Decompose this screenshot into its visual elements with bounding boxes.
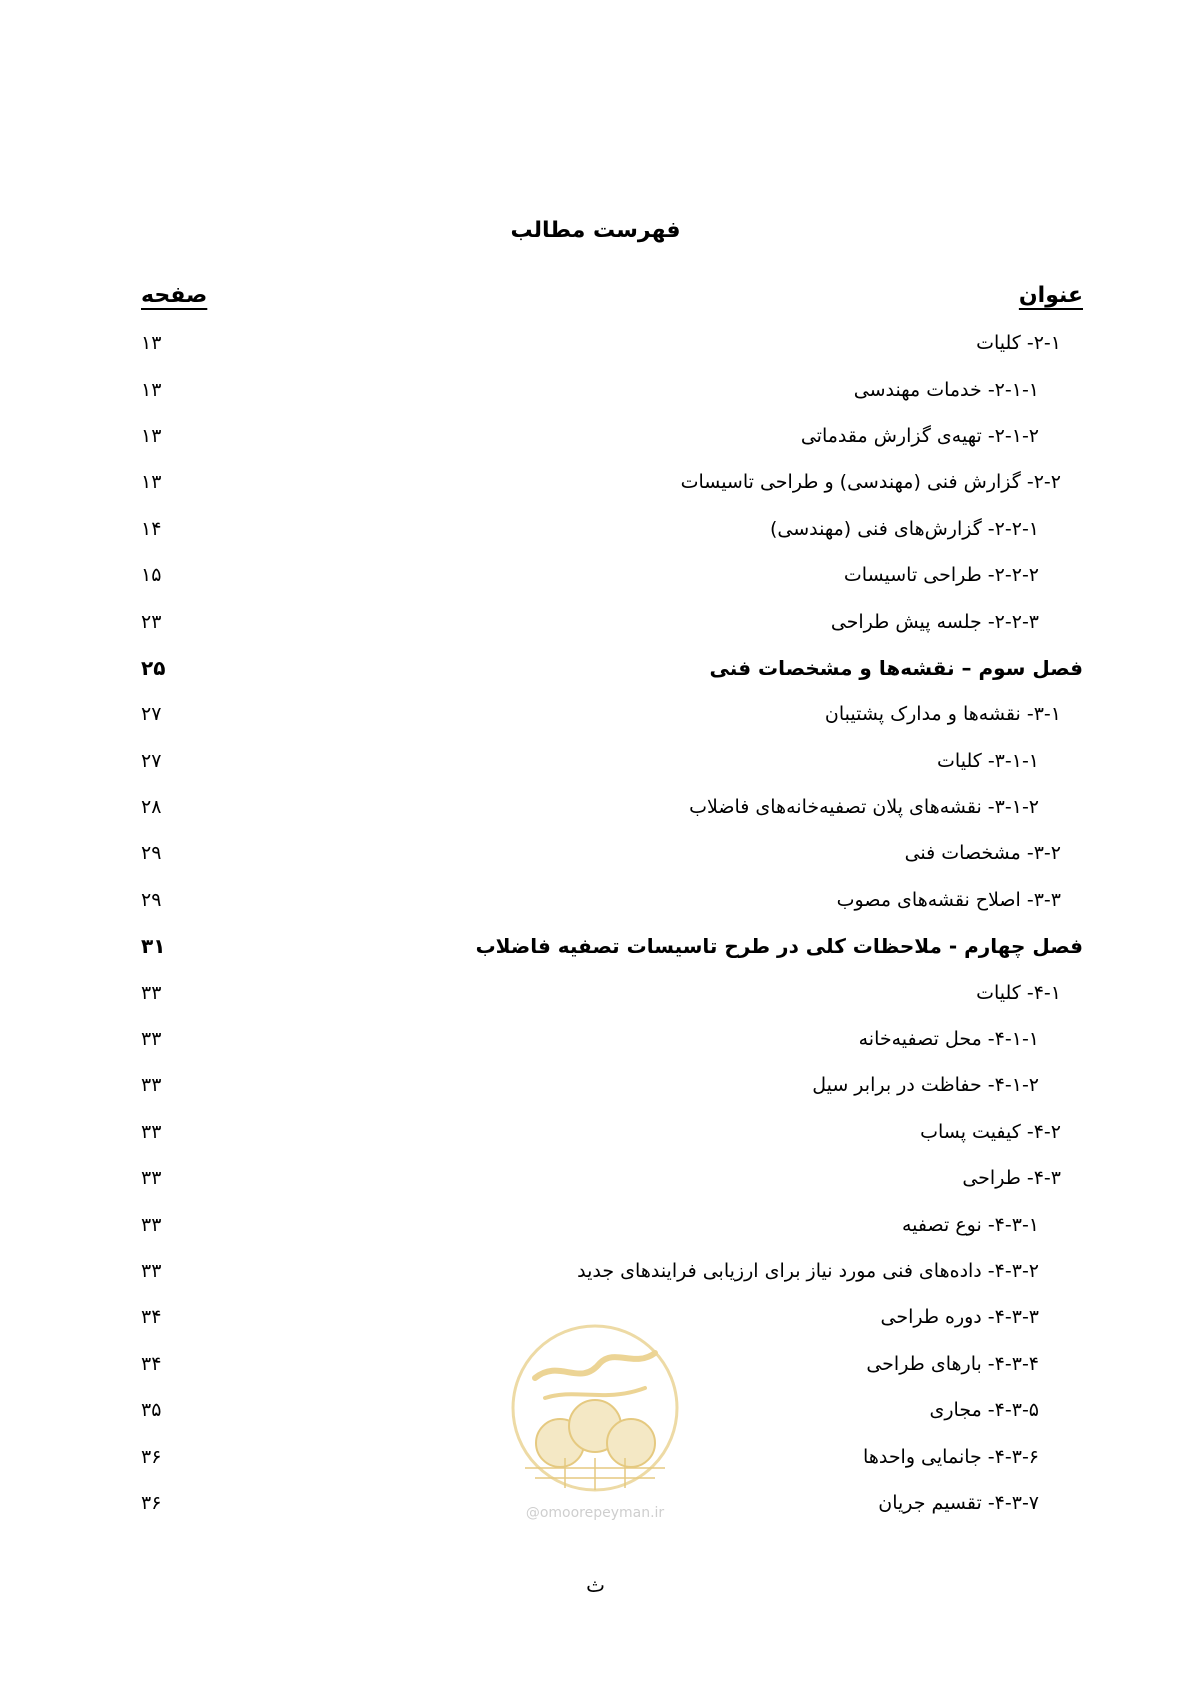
toc-entry-page: ۳۴ — [141, 1306, 162, 1329]
toc-entry-title: ۴-۲- کیفیت پساب — [920, 1120, 1061, 1143]
toc-entry-title: ۴-۱-۱- محل تصفیه‌خانه — [858, 1028, 1039, 1051]
toc-entry-row — [141, 691, 1083, 737]
toc-entry-title: فصل سوم – نقشه‌ها و مشخصات فنی — [709, 655, 1083, 680]
toc-entry-row — [141, 830, 1083, 876]
toc-entry-page: ۳۳ — [141, 1120, 162, 1143]
watermark-url: @omoorepeyman.ir — [525, 1505, 665, 1521]
toc-entry-row — [141, 1062, 1083, 1108]
toc-entry-title: ۴-۳-۵- مجاری — [929, 1399, 1039, 1422]
title-column-header: عنوان — [1018, 283, 1083, 308]
toc-entry-page: ۳۳ — [141, 1260, 162, 1282]
toc-entry-title: ۴-۳-۶- جانمایی واحدها — [863, 1445, 1039, 1468]
toc-entry-page: ۲۸ — [141, 796, 162, 819]
toc-entry-row — [141, 320, 1083, 366]
toc-entry-title: ۴-۳-۳- دوره طراحی — [880, 1306, 1039, 1329]
toc-entry-page: ۳۵ — [141, 1399, 162, 1422]
toc-entry-title: ۳-۱-۲- نقشه‌های پلان تصفیه‌خانه‌های فاضلاب — [689, 796, 1039, 819]
toc-entry-page: ۲۷ — [141, 703, 162, 726]
toc-entry-row — [141, 969, 1083, 1015]
toc-entry-page: ۳۶ — [141, 1491, 162, 1514]
toc-entry-page: ۳۳ — [141, 981, 162, 1004]
toc-chapter-row — [141, 645, 1083, 691]
toc-entry-page: ۳۱ — [141, 934, 166, 959]
toc-entry-page: ۱۳ — [141, 378, 162, 401]
toc-entry-title: ۴-۳- طراحی — [962, 1167, 1061, 1190]
page-title: فهرست مطالب — [510, 218, 681, 243]
toc-entry-row — [141, 552, 1083, 598]
toc-entry-page: ۱۴ — [141, 517, 162, 540]
toc-entry-row — [141, 598, 1083, 644]
toc-entry-title: ۳-۳- اصلاح نقشه‌های مصوب — [836, 888, 1061, 911]
toc-entry-page: ۲۹ — [141, 888, 162, 911]
toc-entry-row — [141, 413, 1083, 459]
page-number: ث — [586, 1573, 605, 1597]
toc-entry-page: ۱۳ — [141, 332, 162, 355]
toc-entry-title: ۴-۱-۲- حفاظت در برابر سیل — [812, 1074, 1039, 1097]
toc-entry-title: ۲-۲-۳- جلسه پیش طراحی — [830, 610, 1039, 633]
toc-entry-title: ۲-۱- کلیات — [976, 332, 1061, 355]
toc-entry-page: ۱۵ — [141, 564, 162, 587]
watermark-logo — [505, 1318, 685, 1523]
toc-entry-row — [141, 738, 1083, 784]
toc-entry-page: ۲۹ — [141, 842, 162, 865]
toc-entry-title: ۴-۳-۴- بارهای طراحی — [866, 1352, 1039, 1375]
toc-entry-row — [141, 1248, 1083, 1294]
toc-entry-page: ۳۳ — [141, 1213, 162, 1236]
toc-entry-page: ۲۷ — [141, 749, 162, 772]
toc-entry-title: ۲-۱-۱- خدمات مهندسی — [853, 378, 1039, 401]
toc-entry-page: ۲۳ — [141, 610, 162, 633]
toc-entry-page: ۲۵ — [141, 655, 166, 680]
toc-chapter-row — [141, 923, 1083, 969]
toc-entry-row — [141, 784, 1083, 830]
page-column-header: صفحه — [141, 283, 208, 308]
toc-entry-row — [141, 506, 1083, 552]
toc-entry-title: ۴-۱- کلیات — [976, 981, 1061, 1004]
toc-entry-page: ۱۳ — [141, 471, 162, 494]
toc-entry-title: ۳-۲- مشخصات فنی — [904, 842, 1061, 865]
toc-entry-row — [141, 1109, 1083, 1155]
watermark-seal-icon — [505, 1318, 685, 1503]
toc-entry-row — [141, 1016, 1083, 1062]
toc-entry-page: ۳۴ — [141, 1352, 162, 1375]
toc-entry-row — [141, 459, 1083, 505]
toc-entry-title: ۴-۳-۷- تقسیم جریان — [878, 1491, 1039, 1514]
toc-entry-row — [141, 1155, 1083, 1201]
toc-entry-page: ۳۶ — [141, 1445, 162, 1468]
toc-entry-page: ۳۳ — [141, 1028, 162, 1051]
toc-entry-row — [141, 1201, 1083, 1247]
toc-entry-title: ۲-۲-۱- گزارش‌های فنی (مهندسی) — [769, 517, 1039, 540]
toc-entry-page: ۳۳ — [141, 1167, 162, 1190]
toc-entry-row — [141, 366, 1083, 412]
toc-entry-row — [141, 877, 1083, 923]
toc-entry-title: ۳-۱- نقشه‌ها و مدارک پشتیبان — [824, 703, 1061, 726]
toc-entry-title: ۴-۳-۱- نوع تصفیه — [902, 1213, 1039, 1236]
toc-entry-page: ۳۳ — [141, 1074, 162, 1097]
toc-entry-page: ۱۳ — [141, 424, 162, 447]
toc-entry-title: فصل چهارم - ملاحظات کلی در طرح تاسیسات تصفیه فاضلاب — [475, 934, 1083, 959]
toc-entry-title: ۳-۱-۱- کلیات — [937, 749, 1039, 772]
toc-entry-title: ۲-۲- گزارش فنی (مهندسی) و طراحی تاسیسات — [680, 471, 1061, 494]
toc-entry-title: ۴-۳-۲- داده‌های فنی مورد نیاز برای ارزیابی فرایندهای جدید — [577, 1260, 1039, 1282]
toc-entry-title: ۲-۲-۲- طراحی تاسیسات — [843, 564, 1039, 587]
toc-entry-title: ۲-۱-۲- تهیه‌ی گزارش مقدماتی — [800, 424, 1039, 447]
